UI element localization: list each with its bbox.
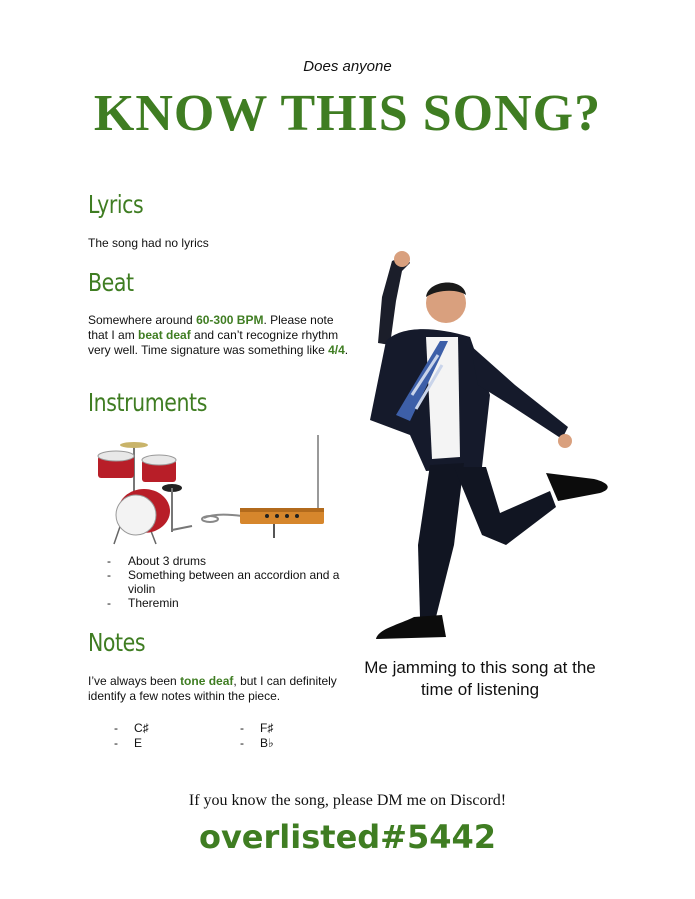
beat-deaf-highlight: beat deaf: [138, 328, 191, 342]
beat-paragraph: Somewhere around 60-300 BPM. Please note that I am beat deaf and can’t recognize rhythm very well. Time signature was something like 4/4.: [88, 313, 349, 357]
theremin-illustration: [202, 435, 324, 538]
notes-paragraph: I’ve always been tone deaf, but I can definitely identify a few notes within the piece.: [88, 674, 337, 703]
drum-kit-illustration: [98, 442, 192, 544]
footer-text: If you know the song, please DM me on Discord!: [188, 792, 507, 809]
tone-deaf-highlight: tone deaf: [180, 674, 234, 688]
photo-caption: Me jamming to this song at the time of listening: [364, 658, 596, 699]
notes-column-1: [114, 721, 149, 751]
list-item: - F♯: [240, 721, 274, 735]
discord-handle: overlisted#5442: [198, 818, 497, 856]
list-item: - C♯: [114, 721, 149, 735]
kicker-text: Does anyone: [303, 58, 392, 75]
beat-heading: Beat: [88, 268, 134, 297]
bpm-highlight: 60-300 BPM: [196, 313, 264, 327]
instruments-list: [107, 554, 347, 610]
notes-heading: Notes: [88, 628, 146, 657]
lyrics-heading: Lyrics: [88, 190, 144, 219]
list-item: - B♭: [240, 736, 274, 750]
dancing-man-photo: [350, 245, 615, 645]
drum-kit-and-theremin-image: [92, 432, 342, 550]
list-item: - Theremin: [107, 596, 347, 610]
list-item: - Something between an accordion and a violin: [107, 568, 347, 596]
page-title: KNOW THIS SONG?: [93, 85, 602, 142]
notes-column-2: [240, 721, 274, 751]
list-item: - E: [114, 736, 143, 750]
lyrics-text: The song had no lyrics: [88, 236, 209, 250]
time-signature-highlight: 4/4: [328, 343, 345, 357]
list-item: - About 3 drums: [107, 554, 347, 568]
instruments-heading: Instruments: [88, 388, 207, 417]
